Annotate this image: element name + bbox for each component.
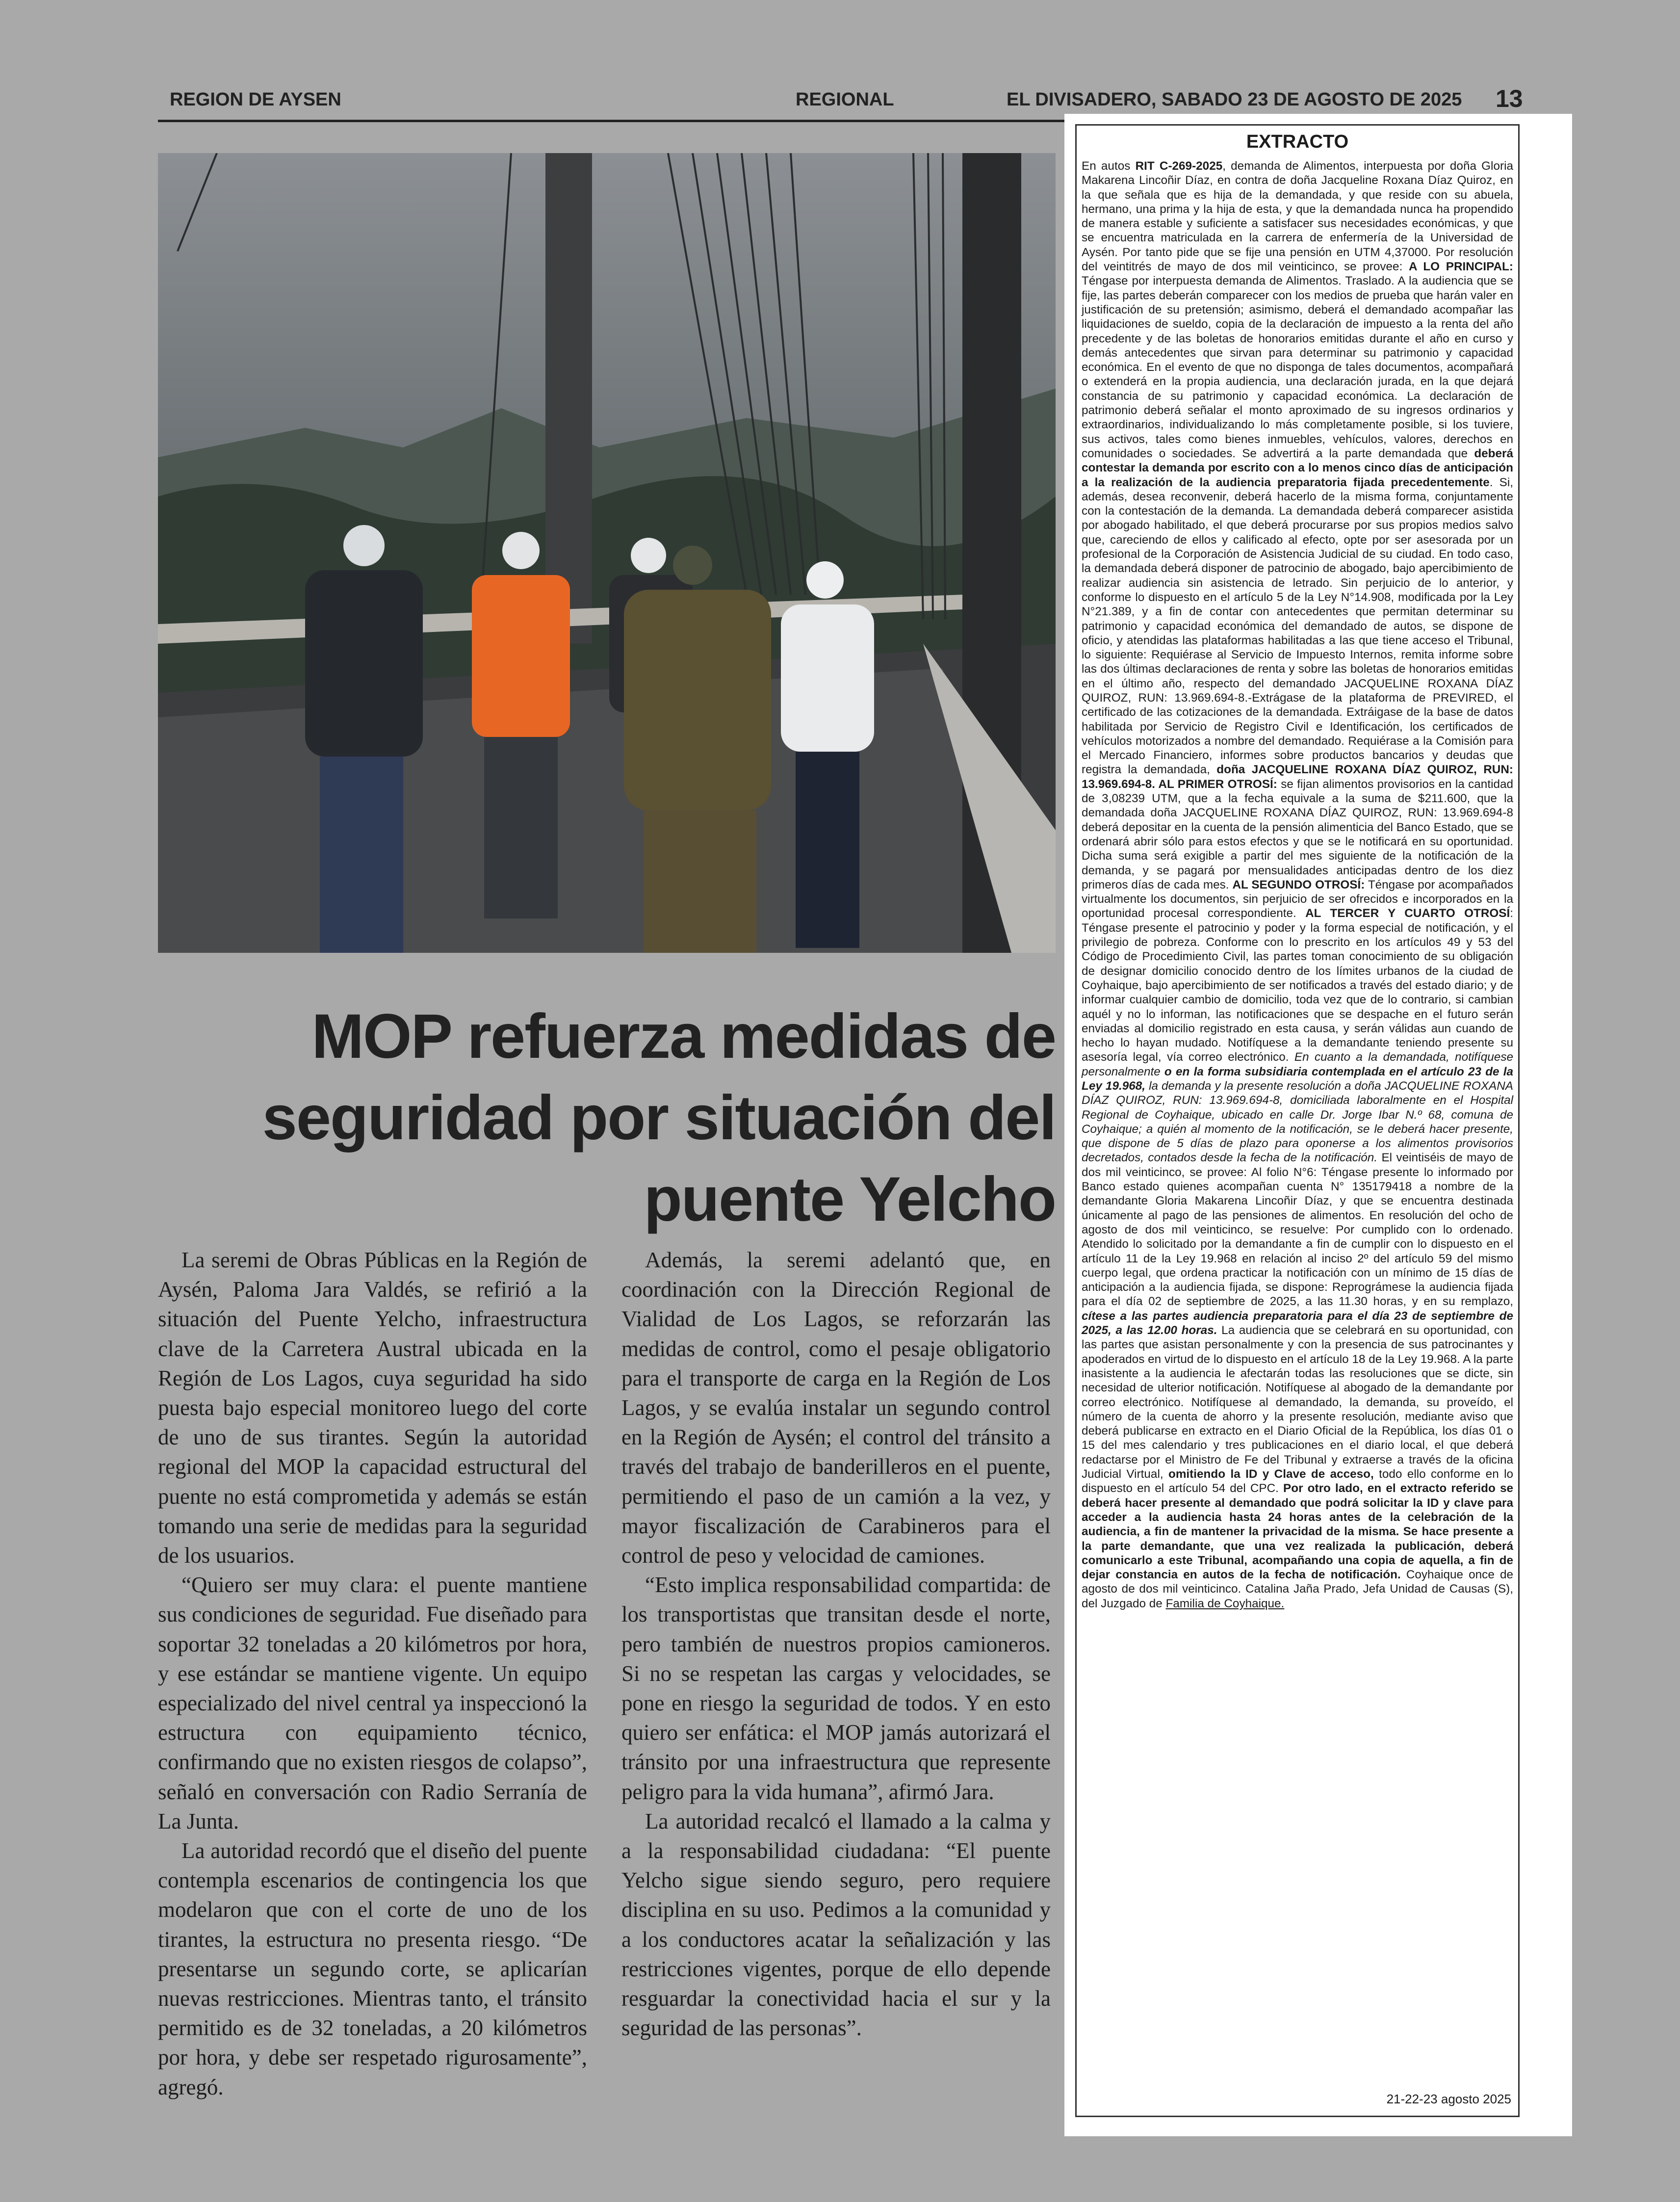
page-number: 13 [1496,85,1523,112]
extracto-text-segment: RIT C-269-2025 [1135,159,1223,173]
extracto-title: EXTRACTO [1246,131,1349,152]
extracto-text-segment: doña JACQUELINE ROXANA DÍAZ QUIROZ, RUN: 13.969.694-8. AL PRIMER OTROSÍ: [1082,763,1513,791]
article-paragraph: La autoridad recalcó el llamado a la calma y a la responsabilidad ciudadana: “El puente Yelcho sigue siendo seguro, pero requiere disciplina en su uso. Pedimos a la comunidad y a los conductores acatar la señalización y las restricciones vigentes, porque de ello depende resguardar la conectividad hacia el sur y la seguridad de las personas”. [621,1809,1051,2041]
bridge-inspection-photo [158,153,1056,953]
article-headline: MOP refuerza medidas de seguridad por situación del puente Yelcho [262,1001,1056,1234]
extracto-text-segment: la demanda y la presente resolución a doña JACQUELINE ROXANA DÍAZ QUIROZ, RUN: 13.969.694-8, domiciliada laboralmente en el Hospital Regional de Coyhaique, ubicado en calle Dr. Jorge Ibar N.º 68, comuna de Coyhaique; a quién al momento de la notificación, se le deberá hacer presente, que dispone de 5 días de plazo para oponerse a los alimentos provisorios decretados, contados desde la fecha de la notificación. [1082,1079,1513,1165]
article-paragraph: “Quiero ser muy clara: el puente mantiene sus condiciones de seguridad. Fue diseñado para soportar 32 toneladas a 20 kilómetros por hora, y ese estándar se mantiene vigente. Un equipo especializado del nivel central ya inspeccionó la estructura con equipamiento técnico, confirmando que no existen riesgos de colapso”, señaló en conversación con Radio Serranía de La Junta. [158,1573,587,1834]
article-paragraph: “Esto implica responsabilidad compartida: de los transportistas que transitan desde el norte, pero también de nuestros propios camioneros. Si no se respetan las cargas y velocidades, se pone en riesgo la seguridad de todos. Y en esto quiero ser enfática: el MOP jamás autorizará el tránsito por una infraestructura que represente peligro para la vida humana”, afirmó Jara. [621,1573,1051,1804]
extracto-box [1075,124,1520,2117]
extracto-text-segment: todo ello conforme en lo dispuesto en el artículo 54 del CPC. [1082,1468,1513,1495]
extracto-text-segment: . Si, además, desea reconvenir, deberá hacerlo de la misma forma, conjuntamente con la contestación de la demanda. La demandada deberá comparecer asistida por abogado habilitado, el que deberá procurarse por sus propios medios salvo que, careciendo de ellos y calificado al efecto, opte por ser asesorada por un profesional de la Corporación de Asistencia Judicial de su ciudad. En todo caso, la demandada deberá disponer de patrocinio de abogado, bajo apercibimiento de realizar audiencia sin asistencia de letrado. Sin perjuicio de lo anterior, y conforme lo dispuesto en el artículo 5 de la Ley N°14.908, modificada por la Ley N°21.389, y a fin de contar con antecedentes que permitan determinar su patrimonio y capacidad económica del demandado de autos, se dispone de oficio, y atendidas las plataformas habilitadas a las que tiene acceso el Tribunal, lo siguiente: Requiérase al Servicio de Impuesto Internos, remita informe sobre las dos últimas declaraciones de renta y sobre las boletas de honorarios emitidas en el último año, respecto del demandado JACQUELINE ROXANA DÍAZ QUIROZ, RUN: 13.969.694-8.-Extrágase de la plataforma de PREVIRED, el certificado de las cotizaciones de la demandada. Extráigase de la base de datos habilitada por Servicio de Registro Civil e Identificación, los certificados de vehículos motorizados a nombre del demandado. Requiérase a la Comisión para el Mercado Financiero, informes sobre productos bancarios y deudas que registra la demandada, [1082,475,1513,777]
extracto-text-segment: o en la forma subsidiaria contemplada en el artículo 23 de la Ley 19.968, [1082,1065,1513,1093]
extracto-text-segment: Téngase por acompañados virtualmente los documentos, sin perjuicio de ser ofrecidos e incorporados en la oportunidad procesal correspondiente. [1082,878,1513,920]
publication-dates: 21-22-23 agosto 2025 [1386,2092,1511,2106]
article-column-1 [158,1245,587,2102]
extracto-text-segment: : Téngase presente el patrocinio y poder y la forma especial de notificación, y el privilegio de pobreza. Conforme con lo prescrito en los artículos 49 y 53 del Código de Procedimiento Civil, las partes toman conocimiento de su obligación de designar domicilio conocido dentro de los límites urbanos de la ciudad de Coyhaique, bajo apercibimiento de ser notificados a través del estado diario; y de informar cualquier cambio de domicilio, toda vez que de lo contrario, si cambian aquél y no lo informan, las notificaciones que se despache en el futuro serán enviadas al domicilio registrado en esta causa, y serán válidas aun cuando de hecho lo hayan mudado. Notifíquese a la demandante teniendo presente su asesoría legal, vía correo electrónico. [1082,907,1513,1064]
section-label: REGIONAL [796,89,894,110]
extracto-text-segment: Familia de Coyhaique. [1165,1597,1285,1610]
extracto-text-segment: , demanda de Alimentos, interpuesta por doña Gloria Makarena Lincoñir Díaz, en contra de doña Jacqueline Roxana Díaz Quiroz, en la que señala que es hija de la demandada, y que reside con su abuela, hermano, una prima y la hija de esta, y que la demandada nunca ha propendido de manera estable y suficiente a satisfacer sus necesidades económicas, y que se encuentra matriculada en la carrera de enfermería de la Universidad de Aysén. Por tanto pide que se fije una pensión en UTM 4,37000. Por resolución del veintitrés de mayo de dos mil veinticinco, se provee: [1082,159,1513,274]
extracto-text-segment: se fijan alimentos provisorios en la cantidad de 3,08239 UTM, que a la fecha equivale a la suma de $211.600, que la demandada doña JACQUELINE ROXANA DÍAZ QUIROZ, RUN: 13.969.694-8 deberá depositar en la cuenta de la pensión alimenticia del Banco Estado, que se ordenará abrir sólo para estos efectos y que se le notificará en su oportunidad. Dicha suma será exigible a partir del mes siguiente de la notificación de la demanda, y se pagará por mensualidades anticipadas dentro de los diez primeros días de cada mes. [1082,777,1514,891]
extracto-text-segment: omitiendo la ID y Clave de acceso, [1168,1468,1374,1481]
extracto-body [1082,159,1513,1611]
article-paragraph: La seremi de Obras Públicas en la Región de Aysén, Paloma Jara Valdés, se refirió a la situación del Puente Yelcho, infraestructura clave de la Carretera Austral ubicada en la Región de Los Lagos, cuya seguridad ha sido puesta bajo especial monitoreo luego del corte de uno de sus tirantes. Según la autoridad regional del MOP la capacidad estructural del puente no está comprometida y además se están tomando una serie de medidas para la seguridad de los usuarios. [158,1248,587,1568]
extracto-text-segment: A LO PRINCIPAL: [1409,260,1513,274]
extracto-text-segment: AL TERCER Y CUARTO OTROSÍ [1305,907,1510,920]
article-paragraph: La autoridad recordó que el diseño del puente contempla escenarios de contingencia los que modelaron que con el corte de uno de los tirantes, la estructura no presenta riesgo. “De presentarse un segundo corte, se aplicarían nuevas restricciones. Mientras tanto, el tránsito permitido es de 32 toneladas, a 20 kilómetros por hora, y debe ser respetado rigurosamente”, agregó. [158,1838,587,2099]
extracto-text-segment: La audiencia que se celebrará en su oportunidad, con las partes que asistan personalmente y con la presencia de sus patrocinantes y apoderados en virtud de lo dispuesto en el artículo 18 de la Ley 19.968. A la parte inasistente a la audiencia le afectarán todas las resoluciones que se dicte, sin necesidad de ulterior notificación. Notifíquese al abogado de la demandante por correo electrónico. Notifíquese al demandado, la demanda, su proveído, el número de la cuenta de ahorro y la presente resolución, mediante aviso que deberá publicarse en extracto en el Diario Oficial de la República, los días 01 o 15 del mes calendario y tres publicaciones en el diario local, el que deberá redactarse por el Ministro de Fe del Tribunal y extraerse a través de la oficina Judicial Virtual, [1082,1324,1513,1481]
article-paragraph: Además, la seremi adelantó que, en coordinación con la Dirección Regional de Vialidad de Los Lagos, se reforzarán las medidas de control, como el pesaje obligatorio para el transporte de carga en la Región de Los Lagos, y se evalúa instalar un segundo control en la Región de Aysén; el control del tránsito a través del trabajo de banderilleros en el puente, permitiendo el paso de un camión a la vez, y mayor fiscalización de Carabineros para el control de peso y velocidad de camiones. [621,1248,1051,1568]
extracto-text-segment: Téngase por interpuesta demanda de Alimentos. Traslado. A la audiencia que se fije, las partes deberán comparecer con los medios de prueba que harán valer en justificación de su pretensión; asimismo, deberá el demandado acompañar las liquidaciones de sueldo, copia de la declaración de impuesto a la renta del año precedente y de las boletas de honorarios emitidas durante el año en curso y demás antecedentes que sirvan para determinar su patrimonio y capacidad económica. En el evento de que no disponga de tales documentos, acompañará o extenderá en la propia audiencia, una declaración jurada, en la que dejará constancia de su patrimonio y capacidad económica. La declaración de patrimonio deberá señalar el monto aproximado de su ingresos ordinarios y extraordinarios, individualizando lo más completamente posible, si los tuviere, sus activos, tales como bienes inmuebles, vehículos, valores, derechos en comunidades o sociedades. Se advertirá a la parte demandada que [1082,274,1513,460]
section-region: REGION DE AYSEN [170,89,341,110]
extracto-text-segment: AL SEGUNDO OTROSÍ: [1232,878,1365,891]
extracto-text-segment: deberá contestar la demanda por escrito con a lo menos cinco días de anticipación a la realización de la audiencia preparatoria fijada precedentemente [1082,446,1513,489]
extracto-text-segment: Por otro lado, en el extracto referido se deberá hacer presente al demandado que podrá solicitar la ID y clave para acceder a la audiencia hasta 24 horas antes de la celebración de la audiencia, a fin de mantener la privacidad de la misma. Se hace presente a la parte demandante, que una vez realizada la publicación, deberá comunicarlo a este Tribunal, acompañando una copia de aquella, a fin de dejar constancia en autos de la fecha de notificación. [1082,1482,1513,1582]
article-column-2 [621,1245,1051,2043]
extracto-text-segment: En cuanto a la demandada, notifíquese personalmente [1082,1050,1513,1078]
newspaper-date: EL DIVISADERO, SABADO 23 DE AGOSTO DE 2025 [1007,89,1462,110]
extracto-text-segment: Coyhaique once de agosto de dos mil veinticinco. Catalina Jaña Prado, Jefa Unidad de Causas (S), del Juzgado de [1082,1568,1513,1610]
extracto-text-segment: El veintiséis de mayo de dos mil veinticinco, se provee: Al folio N°6: Téngase presente lo informado por Banco estado quienes acompañan cuenta N° 135179418 a nombre de la demandante Gloria Makarena Lincoñir Díaz, y que se encuentra destinada únicamente al pago de las pensiones de alimentos. En resolución del ocho de agosto de dos mil veinticinco, se resuelve: Por cumplido con lo ordenado. Atendido lo solicitado por la demandante a fin de cumplir con lo dispuesto en el artículo 11 de la Ley 19.968 en relación al inciso 2º del artículo 59 del mismo cuerpo legal, que ordena practicar la notificación con un mínimo de 15 días de anticipación a la audiencia fijada, se dispone: Reprográmese la audiencia fijada para el día 02 de septiembre de 2025, a las 11.30 horas, y en su remplazo, [1082,1151,1514,1309]
extracto-text-segment: En autos [1082,159,1136,173]
extracto-text-segment: cítese a las partes audiencia preparatoria para el día 23 de septiembre de 2025, a las 12.00 horas. [1082,1309,1513,1337]
